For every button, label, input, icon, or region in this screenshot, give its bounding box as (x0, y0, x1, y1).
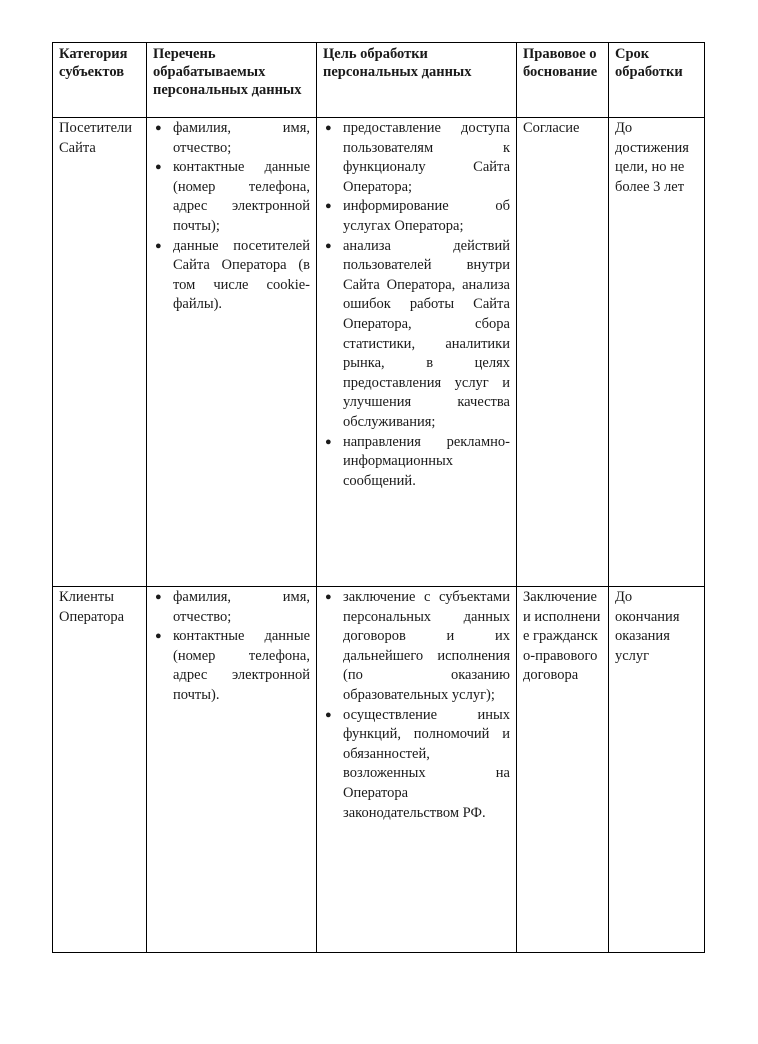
bullet-icon: ● (155, 122, 162, 134)
data-items-list (153, 119, 310, 315)
row-category: Посетители Сайта (53, 118, 147, 587)
purposes-list (323, 119, 510, 491)
list-item: ● данные посетителей Сайта Оператора (в том числе cookie-файлы). (155, 237, 310, 313)
row-category: Клиенты Оператора (53, 587, 147, 953)
row-data-items (147, 587, 317, 953)
header-legal-basis: Правовое обоснование (517, 43, 609, 118)
row-term: До окончания оказания услуг (609, 587, 705, 953)
bullet-icon: ● (155, 591, 162, 603)
header-data-list: Перечень обрабатываемых персональных данных (147, 43, 317, 118)
list-item: ● заключение с субъектами персональных данных договоров и их дальнейшего исполнения (по оказанию образовательных услуг); (325, 589, 510, 703)
bullet-icon: ● (155, 630, 162, 643)
personal-data-table (52, 42, 705, 953)
list-item: ● контактные данные (номер телефона, адрес электронной почты). (155, 628, 310, 703)
list-item: ● осуществление иных функций, полномочий и обязанностей, возложенных на Оператора законодательством РФ. (325, 706, 510, 821)
data-items-list (153, 588, 310, 706)
header-term: Срок обработки (609, 43, 705, 118)
list-item: ● контактные данные (номер телефона, адрес электронной почты); (155, 159, 310, 234)
row-data-items (147, 118, 317, 587)
row-term: До достижения цели, но не более 3 лет (609, 118, 705, 587)
table-row (53, 118, 705, 587)
bullet-icon: ● (325, 200, 332, 213)
list-item: ● фамилия, имя, отчество; (155, 589, 310, 625)
row-legal-basis: Заключение и исполнение гражданско-правового договора (517, 587, 609, 953)
bullet-icon: ● (155, 239, 162, 252)
list-item: ● предоставление доступа пользователям к функционалу Сайта Оператора; (325, 120, 510, 195)
purposes-list (323, 588, 510, 823)
bullet-icon: ● (325, 239, 332, 252)
row-purposes (317, 587, 517, 953)
bullet-icon: ● (155, 161, 162, 174)
list-item: ● направления рекламно-информационных сообщений. (325, 433, 510, 489)
header-purpose: Цель обработки персональных данных (317, 43, 517, 118)
table-row (53, 587, 705, 953)
row-purposes (317, 118, 517, 587)
table-header-row (53, 43, 705, 118)
bullet-icon: ● (325, 122, 332, 134)
bullet-icon: ● (325, 435, 332, 448)
header-category: Категория субъектов (53, 43, 147, 118)
list-item: ● анализа действий пользователей внутри Сайта Оператора, анализа ошибок работы Сайта Оператора, сбора статистики, аналитики рынка, в целях предоставления услуг и улучшения качества обслуживания; (325, 237, 510, 430)
list-item: ● информирование об услугах Оператора; (325, 198, 510, 234)
list-item: ● фамилия, имя, отчество; (155, 120, 310, 156)
bullet-icon: ● (325, 708, 332, 721)
row-legal-basis: Согласие (517, 118, 609, 587)
bullet-icon: ● (325, 591, 332, 603)
